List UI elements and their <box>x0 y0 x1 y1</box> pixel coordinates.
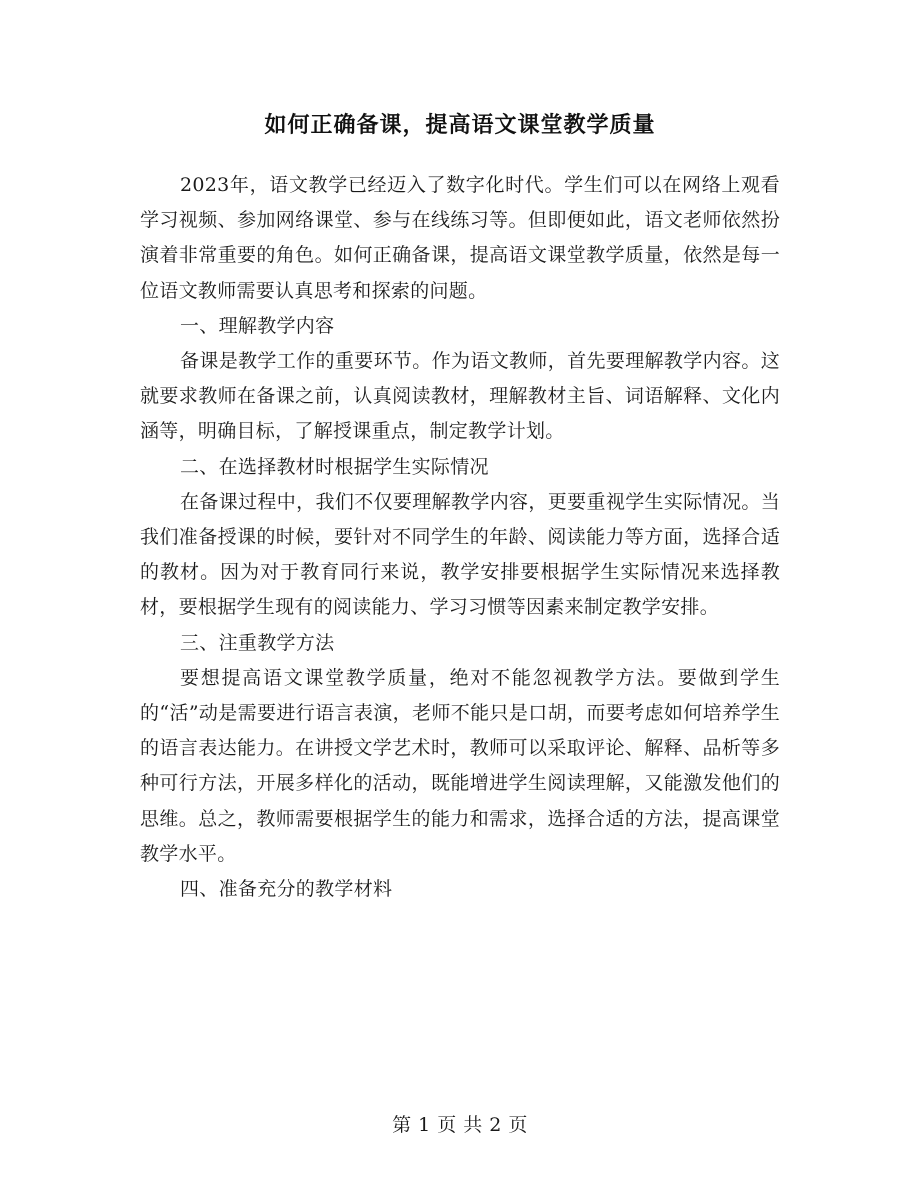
section-heading-2: 二、在选择教材时根据学生实际情况 <box>180 455 489 478</box>
paragraph-section-3: 要想提高语文课堂教学质量，绝对不能忽视教学方法。要做到学生的“活”动是需要进行语言表演，老师不能只是口胡，而要考虑如何培养学生的语言表达能力。在讲授文学艺术时，教师可以采取评论、解释、品析等多种可行方法，开展多样化的活动，既能增进学生阅读理解，又能激发他们的思维。总之，教师需要根据学生的能力和需求，选择合适的方法，提高课堂教学水平。 <box>140 666 780 865</box>
paragraph-section-1: 备课是教学工作的重要环节。作为语文教师，首先要理解教学内容。这就要求教师在备课之前，认真阅读教材，理解教材主旨、词语解释、文化内涵等，明确目标，了解授课重点，制定教学计划。 <box>140 350 780 443</box>
page-footer: 第 1 页 共 2 页 <box>392 1114 528 1136</box>
paragraph-section-2: 在备课过程中，我们不仅要理解教学内容，更要重视学生实际情况。当我们准备授课的时候，要针对不同学生的年龄、阅读能力等方面，选择合适的教材。因为对于教育同行来说，教学安排要根据学生实际情况来选择教材，要根据学生现有的阅读能力、学习习惯等因素来制定教学安排。 <box>140 490 780 619</box>
document-title: 如何正确备课，提高语文课堂教学质量 <box>264 113 656 138</box>
document-body <box>140 168 780 907</box>
watermark: zixin.com.cn <box>600 528 901 582</box>
paragraph-intro: 2023年，语文教学已经迈入了数字化时代。学生们可以在网络上观看学习视频、参加网络课堂、参与在线练习等。但即便如此，语文老师依然扮演着非常重要的角色。如何正确备课，提高语文课堂教学质量，依然是每一位语文教师需要认真思考和探索的问题。 <box>140 174 780 302</box>
section-heading-4: 四、准备充分的教学材料 <box>180 878 393 901</box>
section-heading-1: 一、理解教学内容 <box>180 314 335 337</box>
section-heading-3: 三、注重教学方法 <box>180 631 335 654</box>
